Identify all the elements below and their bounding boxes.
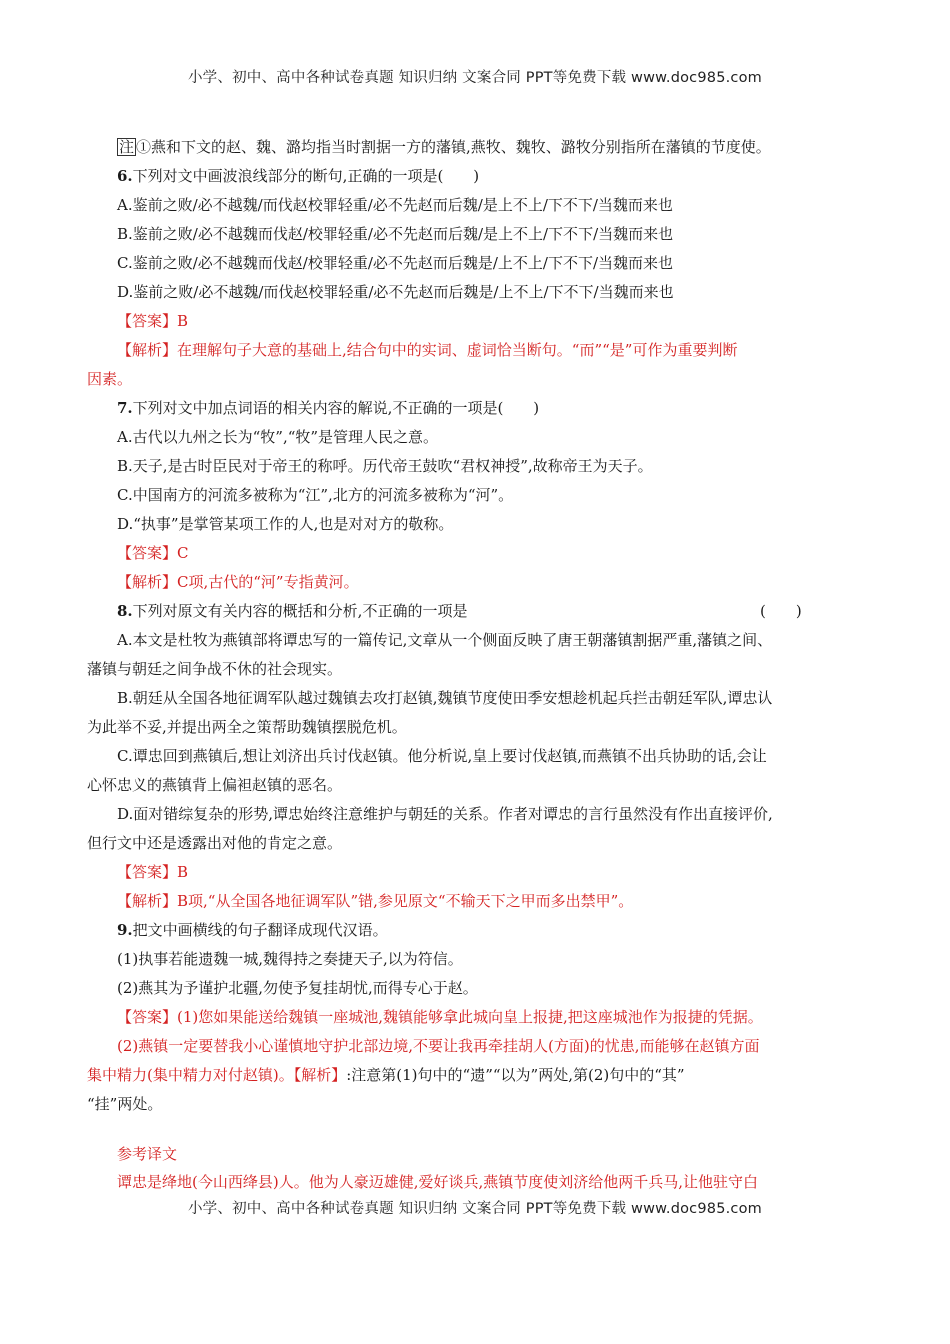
q7-analysis: 【解析】C项,古代的“河”专指黄河。 <box>117 573 359 591</box>
q9-item-2: (2)燕其为予谨护北疆,勿使予复挂胡忧,而得专心于赵。 <box>117 979 478 997</box>
q8-stem-text: 下列对原文有关内容的概括和分析,不正确的一项是 <box>132 602 468 620</box>
q6-stem <box>117 166 479 186</box>
q6-stem-text: 下列对文中画波浪线部分的断句,正确的一项是( ) <box>132 167 480 185</box>
q6-analysis-line2: 因素。 <box>87 370 133 388</box>
q8-analysis: 【解析】B项,“从全国各地征调军队”错,参见原文“不输天下之甲而多出禁甲”。 <box>117 892 634 910</box>
q6-answer: 【答案】B <box>117 312 189 330</box>
q8-option-a-line1: A.本文是杜牧为燕镇部将谭忠写的一篇传记,文章从一个侧面反映了唐王朝藩镇割据严重,藩镇之间、 <box>117 631 773 649</box>
q8-stem <box>117 601 467 621</box>
q6-number: 6. <box>117 167 133 185</box>
note-line <box>117 137 771 157</box>
q8-answer: 【答案】B <box>117 863 189 881</box>
page-header: 小学、初中、高中各种试卷真题 知识归纳 文案合同 PPT等免费下载 www.doc985.com <box>187 70 763 86</box>
q8-option-b-line1: B.朝廷从全国各地征调军队越过魏镇去攻打赵镇,魏镇节度使田季安想趁机起兵拦击朝廷军队,谭忠认 <box>117 689 773 707</box>
q7-stem <box>117 398 539 418</box>
q8-option-d-line1: D.面对错综复杂的形势,谭忠始终注意维护与朝廷的关系。作者对谭忠的言行虽然没有作出直接评价, <box>117 805 773 823</box>
q9-stem <box>117 920 388 940</box>
q9-item-1: (1)执事若能遗魏一城,魏得持之奏捷天子,以为符信。 <box>117 950 463 968</box>
q8-number: 8. <box>117 602 133 620</box>
q6-option-a: A.鉴前之败/必不越魏/而伐赵校罪轻重/必不先赵而后魏/是上不上/下不下/当魏而来也 <box>117 196 673 214</box>
q8-option-a-line2: 藩镇与朝廷之间争战不休的社会现实。 <box>87 660 343 678</box>
note-text: ①燕和下文的赵、魏、潞均指当时割据一方的藩镇,燕牧、魏牧、潞牧分别指所在藩镇的节度使。 <box>136 138 771 156</box>
q9-answer-line3 <box>87 1065 685 1085</box>
q6-option-c: C.鉴前之败/必不越魏而伐赵/校罪轻重/必不先赵而后魏是/上不上/下不下/当魏而来也 <box>117 254 674 272</box>
q9-answer-line3-red: 集中精力(集中精力对付赵镇)。 <box>87 1066 294 1084</box>
q7-option-d: D.“执事”是掌管某项工作的人,也是对对方的敬称。 <box>117 515 454 533</box>
q8-option-c-line2: 心怀忠义的燕镇背上偏袒赵镇的恶名。 <box>87 776 343 794</box>
q7-answer: 【答案】C <box>117 544 189 562</box>
page-footer: 小学、初中、高中各种试卷真题 知识归纳 文案合同 PPT等免费下载 www.doc985.com <box>187 1201 763 1217</box>
q6-analysis-line1: 【解析】在理解句子大意的基础上,结合句中的实词、虚词恰当断句。“而”“是”可作为重要判断 <box>117 341 738 359</box>
q7-stem-text: 下列对文中加点词语的相关内容的解说,不正确的一项是( ) <box>132 399 540 417</box>
q9-answer-line4: “挂”两处。 <box>87 1095 163 1113</box>
note-box: 注 <box>119 138 135 156</box>
q6-option-d: D.鉴前之败/必不越魏/而伐赵校罪轻重/必不先赵而后魏是/上不上/下不下/当魏而来也 <box>117 283 674 301</box>
q7-option-c: C.中国南方的河流多被称为“江”,北方的河流多被称为“河”。 <box>117 486 514 504</box>
q8-option-c-line1: C.谭忠回到燕镇后,想让刘济出兵讨伐赵镇。他分析说,皇上要讨伐赵镇,而燕镇不出兵协助的话,会让 <box>117 747 767 765</box>
q9-number: 9. <box>117 921 133 939</box>
q9-analysis-text: :注意第(1)句中的“遗”“以为”两处,第(2)句中的“其” <box>346 1066 685 1084</box>
q9-stem-text: 把文中画横线的句子翻译成现代汉语。 <box>132 921 388 939</box>
q8-answer-blank: ( ) <box>760 602 802 620</box>
q7-option-a: A.古代以九州之长为“牧”,“牧”是管理人民之意。 <box>117 428 439 446</box>
q9-answer-line1: 【答案】(1)您如果能送给魏镇一座城池,魏镇能够拿此城向皇上报捷,把这座城池作为报捷的凭据。 <box>117 1008 763 1026</box>
q8-option-b-line2: 为此举不妥,并提出两全之策帮助魏镇摆脱危机。 <box>87 718 407 736</box>
q7-number: 7. <box>117 399 133 417</box>
reference-line1: 谭忠是绛地(今山西绛县)人。他为人豪迈雄健,爱好谈兵,燕镇节度使刘济给他两千兵马,让他驻守白 <box>117 1173 759 1191</box>
q8-option-d-line2: 但行文中还是透露出对他的肯定之意。 <box>87 834 343 852</box>
q7-option-b: B.天子,是古时臣民对于帝王的称呼。历代帝王鼓吹“君权神授”,故称帝王为天子。 <box>117 457 653 475</box>
reference-title: 参考译文 <box>117 1145 178 1163</box>
q9-answer-line2: (2)燕镇一定要替我小心谨慎地守护北部边境,不要让我再牵挂胡人(方面)的忧患,而能够在赵镇方面 <box>117 1037 760 1055</box>
q6-option-b: B.鉴前之败/必不越魏而伐赵/校罪轻重/必不先赵而后魏/是上不上/下不下/当魏而来也 <box>117 225 674 243</box>
q9-analysis-label: 【解析】 <box>293 1066 347 1084</box>
